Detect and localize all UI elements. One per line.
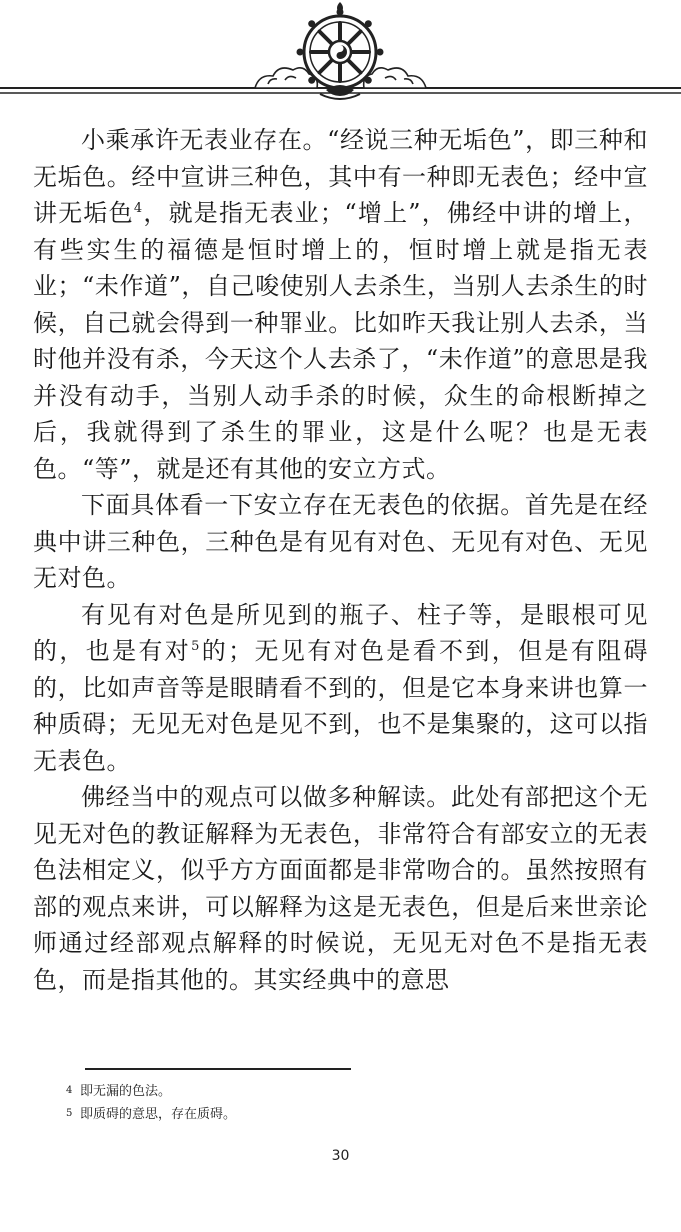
footnote-item: [66, 1103, 626, 1126]
paragraph: [33, 487, 648, 597]
paragraph: [33, 122, 648, 487]
paragraph: [33, 597, 648, 780]
body-text: [33, 122, 648, 998]
paragraph: [33, 779, 648, 998]
page-number: 30: [331, 1148, 350, 1164]
text-run: 有见有对色是所见到的瓶子、柱子等，是眼根可见的，也是有对: [33, 600, 648, 665]
header-ornament: [0, 0, 681, 110]
footnote-number: 5: [66, 1108, 73, 1119]
text-run: ，就是指无表业；“增上”，佛经中讲的增上，有些实生的福德是恒时增上的，恒时增上就是指无表业；“未作道”，自己唆使别人去杀生，当别人去杀生的时候，自己就会得到一种罪业。比如昨天我让别人去杀，当时他并没有杀，今天这个人去杀了，“未作道”的意思是我并没有动手，当别人动手杀的时候，众生的命根断掉之后，我就得到了杀生的罪业，这是什么呢？也是无表色。“等”，就是还有其他的安立方式。: [33, 199, 649, 483]
text-run: 下面具体看一下安立存在无表色的依据。首先是在经典中讲三种色，三种色是有见有对色、无见有对色、无见无对色。: [33, 491, 648, 592]
footnote-ref[interactable]: 5: [191, 639, 200, 654]
footnote-divider: [85, 1068, 351, 1070]
footnotes: [66, 1080, 626, 1126]
footnote-item: [66, 1080, 626, 1103]
text-run: 的；无见有对色是看不到，但是有阻碍的，比如声音等是眼睛看不到的，但是它本身来讲也算一种质碍；无见无对色是见不到，也不是集聚的，这可以指无表色。: [33, 637, 649, 775]
text-run: 小乘承许无表业存在。“经说三种无垢色”，即三种和无垢色。经中宣讲三种色，其中有一种即无表色；经中宣讲无垢色: [33, 126, 648, 227]
footnote-ref[interactable]: 4: [133, 201, 143, 216]
text-run: 佛经当中的观点可以做多种解读。此处有部把这个无见无对色的教证解释为无表色，非常符合有部安立的无表色法相定义，似乎方方面面都是非常吻合的。虽然按照有部的观点来讲，可以解释为这是无表色，但是后来世亲论师通过经部观点解释的时候说，无见无对色不是指无表色，而是指其他的。其实经典中的意思: [33, 783, 648, 994]
footnote-number: 4: [66, 1085, 73, 1096]
footnote-text: 即无漏的色法。: [80, 1084, 172, 1099]
right-cloud-icon: [364, 68, 426, 88]
footnote-text: 即质碍的意思，存在质碍。: [80, 1107, 237, 1122]
